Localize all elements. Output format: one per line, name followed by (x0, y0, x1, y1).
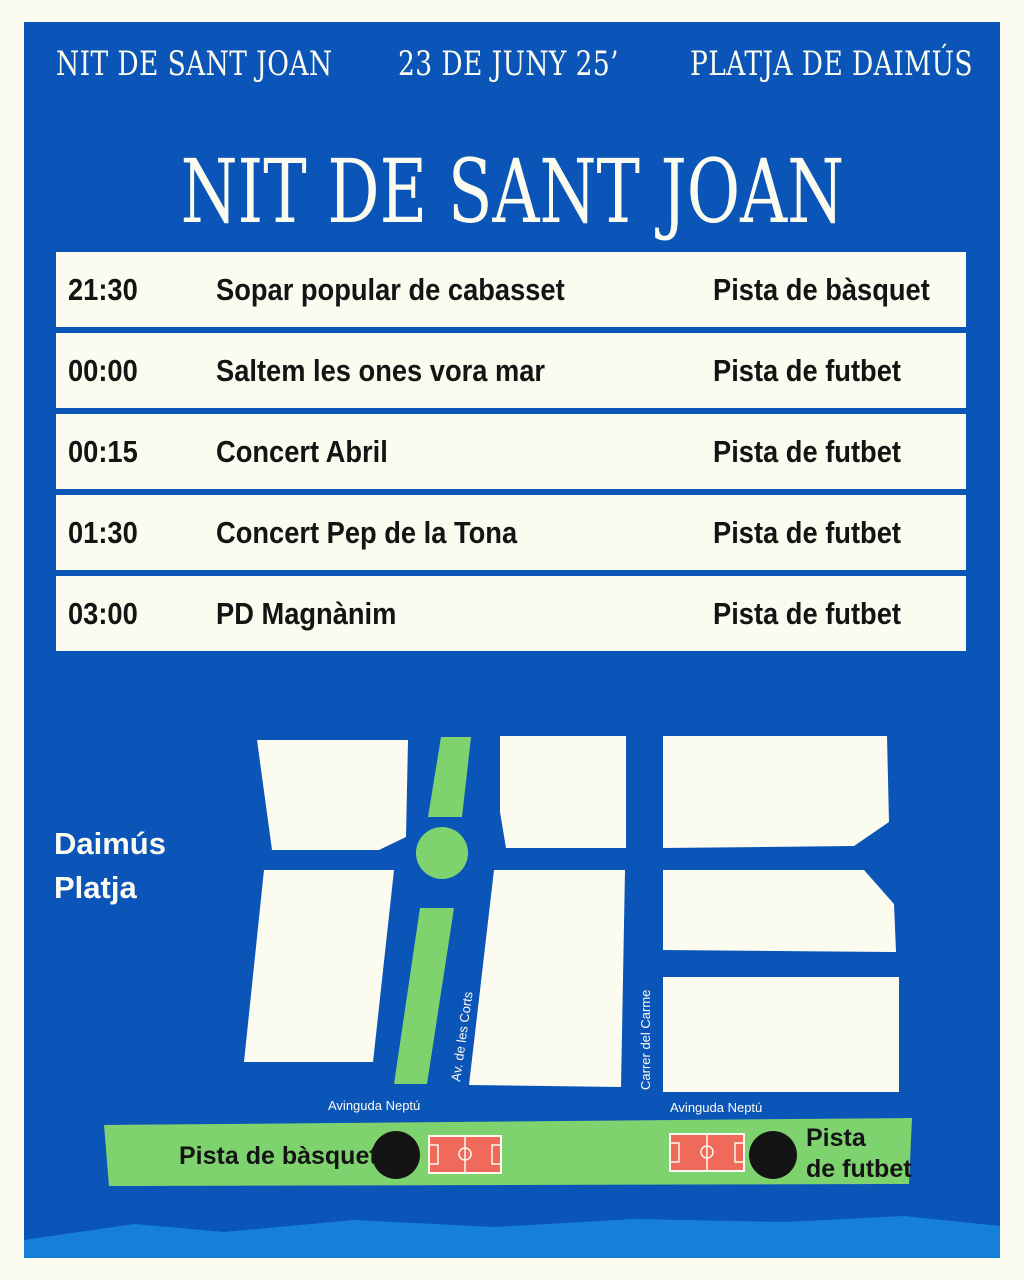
poster (24, 22, 1000, 1258)
block-3 (663, 736, 889, 848)
roundabout (416, 827, 468, 879)
header-date: 23 DE JUNY 25’ (398, 44, 619, 84)
basquet-court (372, 1131, 501, 1179)
town-label-line1: Daimús (54, 826, 166, 861)
block-1 (257, 740, 408, 850)
street-label-carme: Carrer del Carme (638, 989, 653, 1090)
street-label-neptu-left: Avinguda Neptú (328, 1098, 421, 1113)
header-place: PLATJA DE DAIMÚS (690, 44, 973, 84)
block-5 (469, 870, 625, 1087)
avenue-north (428, 737, 471, 817)
schedule-event: Concert Abril (216, 434, 388, 469)
block-7 (663, 977, 899, 1092)
town-label-line2: Platja (54, 870, 137, 905)
schedule-event: Sopar popular de cabasset (216, 272, 565, 307)
block-6 (663, 870, 896, 952)
header-event: NIT DE SANT JOAN (56, 44, 333, 84)
schedule-time: 00:00 (68, 353, 138, 388)
street-label-neptu-right: Avinguda Neptú (670, 1100, 763, 1115)
block-4 (244, 870, 394, 1062)
schedule-place: Pista de futbet (713, 434, 901, 469)
avenue-south (394, 908, 454, 1084)
block-2 (500, 736, 626, 848)
futbet-marker (749, 1131, 797, 1179)
page-title-text: NIT DE SANT JOAN (180, 140, 844, 243)
schedule-place: Pista de futbet (713, 596, 901, 631)
schedule-event: Concert Pep de la Tona (216, 515, 518, 550)
schedule-place: Pista de bàsquet (713, 272, 930, 307)
schedule-time: 01:30 (68, 515, 138, 550)
futbet-label-line1: Pista (806, 1124, 866, 1152)
schedule-time: 21:30 (68, 272, 138, 307)
schedule-event: PD Magnànim (216, 596, 397, 631)
schedule-place: Pista de futbet (713, 515, 901, 550)
town-blocks (244, 736, 899, 1092)
schedule-event: Saltem les ones vora mar (216, 353, 546, 388)
schedule-time: 00:15 (68, 434, 138, 469)
futbet-label-line2: de futbet (806, 1155, 912, 1183)
basquet-marker (372, 1131, 420, 1179)
futbet-court (670, 1131, 797, 1179)
schedule-time: 03:00 (68, 596, 138, 631)
basquet-label: Pista de bàsquet (179, 1142, 378, 1170)
sea (24, 1216, 1000, 1258)
schedule-place: Pista de futbet (713, 353, 901, 388)
street-label-corts: Av. de les Corts (448, 990, 476, 1083)
beach-map (24, 22, 1000, 1258)
